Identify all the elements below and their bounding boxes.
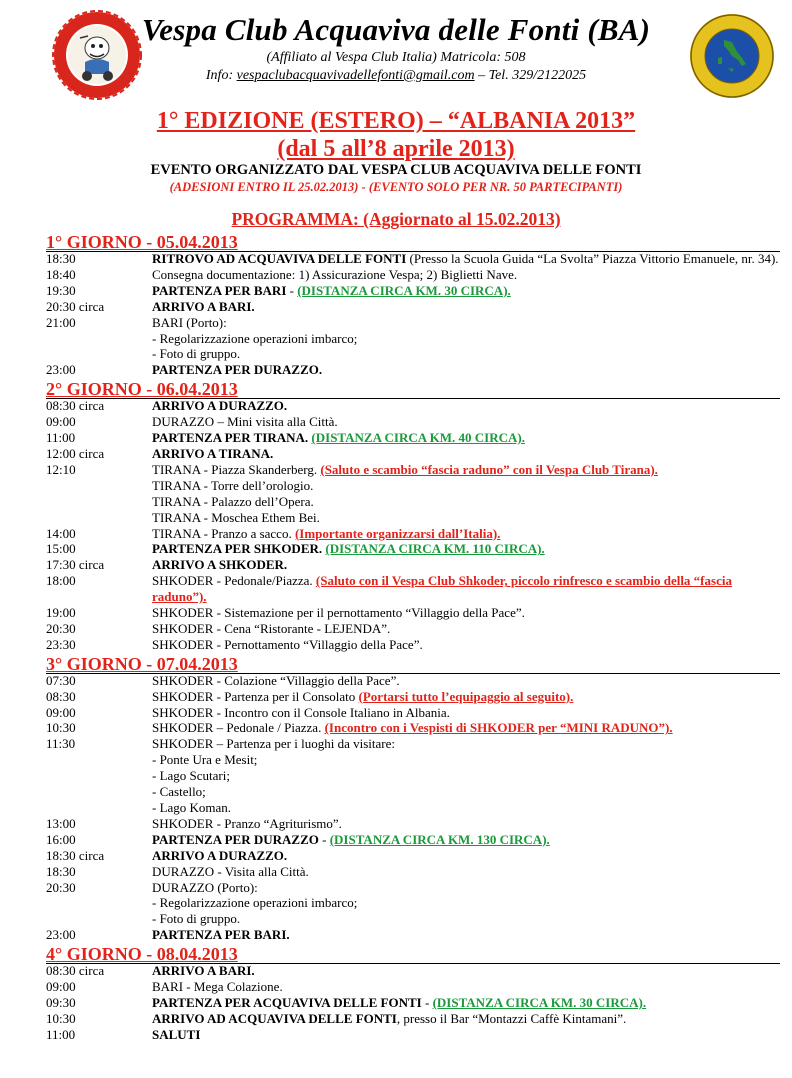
schedule-time: 20:30 bbox=[46, 620, 76, 636]
schedule-text: ARRIVO A TIRANA. bbox=[152, 445, 274, 461]
schedule-text: Consegna documentazione: 1) Assicurazione Vespa; 2) Biglietti Nave. bbox=[152, 266, 518, 282]
schedule-description bbox=[152, 605, 780, 621]
schedule-text: - bbox=[286, 282, 298, 298]
email-link[interactable]: vespaclubacquavivadellefonti@gmail.com bbox=[236, 68, 475, 83]
schedule-time: 18:30 bbox=[46, 863, 76, 879]
schedule-time: 07:30 bbox=[46, 672, 76, 688]
schedule-text: RITROVO AD ACQUAVIVA DELLE FONTI bbox=[152, 251, 407, 266]
schedule-row bbox=[46, 637, 780, 653]
schedule-time: 09:00 bbox=[46, 414, 76, 430]
schedule-row bbox=[46, 963, 780, 979]
schedule-time: 15:00 bbox=[46, 541, 76, 557]
schedule-description bbox=[152, 736, 780, 816]
schedule-text: DURAZZO (Porto): bbox=[152, 879, 258, 895]
schedule-description bbox=[152, 689, 780, 705]
schedule-row bbox=[46, 315, 780, 363]
schedule-row bbox=[46, 362, 780, 378]
schedule-description bbox=[152, 446, 780, 462]
schedule-time: 23:00 bbox=[46, 927, 76, 943]
schedule-description bbox=[152, 963, 780, 979]
schedule-row bbox=[46, 1011, 780, 1027]
schedule-row bbox=[46, 689, 780, 705]
schedule-time: 12:00 circa bbox=[46, 445, 105, 461]
schedule-subitem: - Foto di gruppo. bbox=[152, 346, 241, 362]
schedule-time: 23:30 bbox=[46, 636, 76, 652]
schedule-row bbox=[46, 1027, 780, 1043]
schedule-time: 09:00 bbox=[46, 979, 76, 995]
schedule-time: 09:00 bbox=[46, 704, 76, 720]
schedule-text: PARTENZA PER TIRANA. bbox=[152, 430, 309, 446]
schedule-text: TIRANA - Pranzo a sacco. bbox=[152, 525, 295, 541]
schedule-time: 19:30 bbox=[46, 282, 76, 298]
schedule-description bbox=[152, 720, 780, 736]
important-note: (Saluto e scambio “fascia raduno” con il Vespa Club Tirana). bbox=[320, 461, 658, 477]
schedule-text: SHKODER - Colazione “Villaggio della Pace”. bbox=[152, 672, 400, 688]
schedule-row bbox=[46, 673, 780, 689]
day-heading: 3° GIORNO - 07.04.2013 bbox=[46, 653, 780, 673]
schedule-description bbox=[152, 816, 780, 832]
schedule-description bbox=[152, 283, 780, 299]
schedule-time: 08:30 circa bbox=[46, 398, 105, 414]
schedule-text: ARRIVO AD ACQUAVIVA DELLE FONTI bbox=[152, 1010, 397, 1026]
schedule-subitem: - Regolarizzazione operazioni imbarco; bbox=[152, 330, 358, 346]
schedule-row bbox=[46, 995, 780, 1011]
schedule-text: SALUTI bbox=[152, 1026, 201, 1042]
schedule-text: SHKODER - Pranzo “Agriturismo”. bbox=[152, 815, 342, 831]
schedule-description bbox=[152, 267, 780, 283]
schedule-description bbox=[152, 705, 780, 721]
schedule-row bbox=[46, 605, 780, 621]
schedule-row bbox=[46, 832, 780, 848]
schedule-subitem: - Castello; bbox=[152, 784, 206, 800]
schedule-time: 13:00 bbox=[46, 815, 76, 831]
schedule-text: ARRIVO A BARI. bbox=[152, 963, 255, 979]
schedule-time: 20:30 circa bbox=[46, 298, 105, 314]
organized-by: EVENTO ORGANIZZATO DAL VESPA CLUB ACQUAVIVA DELLE FONTI bbox=[150, 162, 642, 178]
schedule-description bbox=[152, 927, 780, 943]
schedule-text: PARTENZA PER DURAZZO. bbox=[152, 362, 323, 378]
distance-note: (DISTANZA CIRCA KM. 30 CIRCA). bbox=[432, 994, 647, 1010]
schedule-text: PARTENZA PER BARI bbox=[152, 282, 287, 298]
schedule-row bbox=[46, 430, 780, 446]
schedule-description bbox=[152, 557, 780, 573]
schedule-description bbox=[152, 398, 780, 414]
schedule-row bbox=[46, 283, 780, 299]
schedule-time: 11:30 bbox=[46, 736, 76, 752]
important-note: (Portarsi tutto l’equipaggio al seguito). bbox=[358, 688, 574, 704]
schedule-text: SHKODER – Pedonale / Piazza. bbox=[152, 720, 325, 736]
schedule-description bbox=[152, 979, 780, 995]
schedule-row bbox=[46, 414, 780, 430]
schedule-text: PARTENZA PER ACQUAVIVA DELLE FONTI bbox=[152, 994, 422, 1010]
phone-text: – Tel. 329/2122025 bbox=[474, 68, 587, 83]
schedule-row bbox=[46, 526, 780, 542]
important-note: (Incontro con i Vespisti di SHKODER per “MINI RADUNO”). bbox=[324, 720, 673, 736]
schedule-row bbox=[46, 299, 780, 315]
schedule-row bbox=[46, 979, 780, 995]
schedule-description bbox=[152, 880, 780, 928]
schedule-description bbox=[152, 673, 780, 689]
schedule-row bbox=[46, 880, 780, 928]
schedule-text: PARTENZA PER BARI. bbox=[152, 927, 290, 943]
schedule-row bbox=[46, 705, 780, 721]
schedule-time: 11:00 bbox=[46, 1026, 76, 1042]
schedule-text: ARRIVO A DURAZZO. bbox=[152, 847, 288, 863]
schedule bbox=[46, 231, 780, 1043]
schedule-description bbox=[152, 573, 780, 605]
schedule-description bbox=[152, 315, 780, 363]
schedule-description bbox=[152, 414, 780, 430]
schedule-text: - bbox=[318, 831, 330, 847]
schedule-text: DURAZZO – Mini visita alla Città. bbox=[152, 414, 338, 430]
schedule-subitem: TIRANA - Palazzo dell’Opera. bbox=[152, 493, 314, 509]
schedule-description bbox=[152, 848, 780, 864]
schedule-row bbox=[46, 573, 780, 605]
schedule-time: 17:30 circa bbox=[46, 557, 105, 573]
distance-note: (DISTANZA CIRCA KM. 110 CIRCA). bbox=[325, 541, 545, 557]
schedule-text: SHKODER – Partenza per i luoghi da visitare: bbox=[152, 736, 395, 752]
schedule-time: 20:30 bbox=[46, 879, 76, 895]
schedule-description bbox=[152, 462, 780, 526]
schedule-time: 11:00 bbox=[46, 430, 76, 446]
schedule-description bbox=[152, 362, 780, 378]
schedule-row bbox=[46, 446, 780, 462]
schedule-text: SHKODER - Incontro con il Console Italiano in Albania. bbox=[152, 704, 450, 720]
important-note: (Saluto con il Vespa Club Shkoder, piccolo rinfresco e scambio della “fascia raduno”). bbox=[152, 573, 732, 605]
schedule-row bbox=[46, 736, 780, 816]
registration-notice bbox=[0, 180, 792, 195]
schedule-description bbox=[152, 526, 780, 542]
schedule-description bbox=[152, 832, 780, 848]
schedule-row bbox=[46, 927, 780, 943]
schedule-description bbox=[152, 864, 780, 880]
schedule-description bbox=[152, 1027, 780, 1043]
distance-note: (DISTANZA CIRCA KM. 40 CIRCA). bbox=[311, 430, 525, 446]
registration-deadline: (ADESIONI ENTRO IL 25.02.2013) bbox=[169, 180, 359, 194]
registration-separator: - bbox=[358, 180, 369, 194]
schedule-subitem: - Ponte Ura e Mesit; bbox=[152, 752, 258, 768]
schedule-text: BARI (Porto): bbox=[152, 314, 227, 330]
schedule-row bbox=[46, 267, 780, 283]
participant-limit: (EVENTO SOLO PER NR. 50 PARTECIPANTI) bbox=[368, 180, 623, 194]
schedule-time: 08:30 circa bbox=[46, 963, 105, 979]
schedule-row bbox=[46, 848, 780, 864]
schedule-text: SHKODER - Pernottamento “Villaggio della Pace”. bbox=[152, 636, 423, 652]
schedule-text: (Presso la Scuola Guida “La Svolta” Piazza Vittorio Emanuele, nr. 34). bbox=[406, 251, 779, 266]
schedule-description bbox=[152, 995, 780, 1011]
contact-info bbox=[0, 68, 792, 84]
distance-note: (DISTANZA CIRCA KM. 30 CIRCA). bbox=[297, 282, 511, 298]
schedule-time: 08:30 bbox=[46, 688, 76, 704]
schedule-text: PARTENZA PER SHKODER. bbox=[152, 541, 323, 557]
schedule-time: 10:30 bbox=[46, 1010, 76, 1026]
schedule-text: SHKODER - Sistemazione per il pernottamento “Villaggio della Pace”. bbox=[152, 605, 525, 621]
schedule-row bbox=[46, 541, 780, 557]
schedule-subitem: - Lago Scutari; bbox=[152, 768, 230, 784]
schedule-time: 10:30 bbox=[46, 720, 76, 736]
schedule-subitem: - Regolarizzazione operazioni imbarco; bbox=[152, 895, 358, 911]
schedule-row bbox=[46, 621, 780, 637]
distance-note: (DISTANZA CIRCA KM. 130 CIRCA). bbox=[329, 831, 550, 847]
schedule-description bbox=[152, 1011, 780, 1027]
schedule-subitem: - Lago Koman. bbox=[152, 800, 232, 815]
schedule-time: 14:00 bbox=[46, 525, 76, 541]
info-label: Info: bbox=[205, 68, 237, 83]
schedule-text: SHKODER - Partenza per il Consolato bbox=[152, 688, 359, 704]
schedule-row bbox=[46, 864, 780, 880]
schedule-row bbox=[46, 462, 780, 526]
schedule-row bbox=[46, 816, 780, 832]
event-edition-title: 1° EDIZIONE (ESTERO) – “ALBANIA 2013” bbox=[156, 108, 636, 134]
schedule-time: 19:00 bbox=[46, 605, 76, 621]
event-dates: (dal 5 all’8 aprile 2013) bbox=[277, 136, 515, 162]
schedule-time: 18:00 bbox=[46, 573, 76, 589]
schedule-text: , presso il Bar “Montazzi Caffè Kintamani”. bbox=[396, 1010, 627, 1026]
schedule-text: BARI - Mega Colazione. bbox=[152, 979, 283, 995]
schedule-text: - bbox=[421, 994, 433, 1010]
schedule-time: 12:10 bbox=[46, 461, 76, 477]
schedule-row bbox=[46, 557, 780, 573]
day-heading: 1° GIORNO - 05.04.2013 bbox=[46, 231, 780, 251]
schedule-text: PARTENZA PER DURAZZO bbox=[152, 831, 319, 847]
schedule-text: ARRIVO A BARI. bbox=[152, 298, 255, 314]
schedule-row bbox=[46, 398, 780, 414]
schedule-time: 21:00 bbox=[46, 314, 76, 330]
schedule-text: SHKODER - Pedonale/Piazza. bbox=[152, 573, 316, 589]
club-title: Vespa Club Acquaviva delle Fonti (BA) bbox=[141, 12, 651, 47]
schedule-subitem: TIRANA - Torre dell’orologio. bbox=[152, 477, 314, 493]
schedule-text: TIRANA - Piazza Skanderberg. bbox=[152, 461, 321, 477]
schedule-description bbox=[152, 637, 780, 653]
schedule-text: SHKODER - Cena “Ristorante - LEJENDA”. bbox=[152, 620, 391, 636]
schedule-description bbox=[152, 541, 780, 557]
schedule-description bbox=[152, 430, 780, 446]
schedule-text: DURAZZO - Visita alla Città. bbox=[152, 863, 309, 879]
schedule-time: 18:30 bbox=[46, 251, 76, 266]
schedule-time: 18:40 bbox=[46, 266, 76, 282]
schedule-description bbox=[152, 299, 780, 315]
program-heading: PROGRAMMA: (Aggiornato al 15.02.2013) bbox=[231, 209, 561, 229]
schedule-subitem: - Foto di gruppo. bbox=[152, 911, 241, 927]
schedule-description bbox=[152, 251, 780, 267]
day-heading: 2° GIORNO - 06.04.2013 bbox=[46, 378, 780, 398]
schedule-time: 09:30 bbox=[46, 994, 76, 1010]
schedule-time: 16:00 bbox=[46, 831, 76, 847]
schedule-description bbox=[152, 621, 780, 637]
important-note: (Importante organizzarsi dall’Italia). bbox=[294, 525, 501, 541]
schedule-row bbox=[46, 251, 780, 267]
schedule-row bbox=[46, 720, 780, 736]
schedule-time: 23:00 bbox=[46, 362, 76, 378]
schedule-time: 18:30 circa bbox=[46, 847, 105, 863]
club-affiliation: (Affiliato al Vespa Club Italia) Matricola: 508 bbox=[266, 50, 526, 65]
schedule-subitem: TIRANA - Moschea Ethem Bei. bbox=[152, 509, 320, 525]
day-heading: 4° GIORNO - 08.04.2013 bbox=[46, 943, 780, 963]
schedule-text: ARRIVO A SHKODER. bbox=[152, 557, 288, 573]
schedule-text: ARRIVO A DURAZZO. bbox=[152, 398, 288, 414]
